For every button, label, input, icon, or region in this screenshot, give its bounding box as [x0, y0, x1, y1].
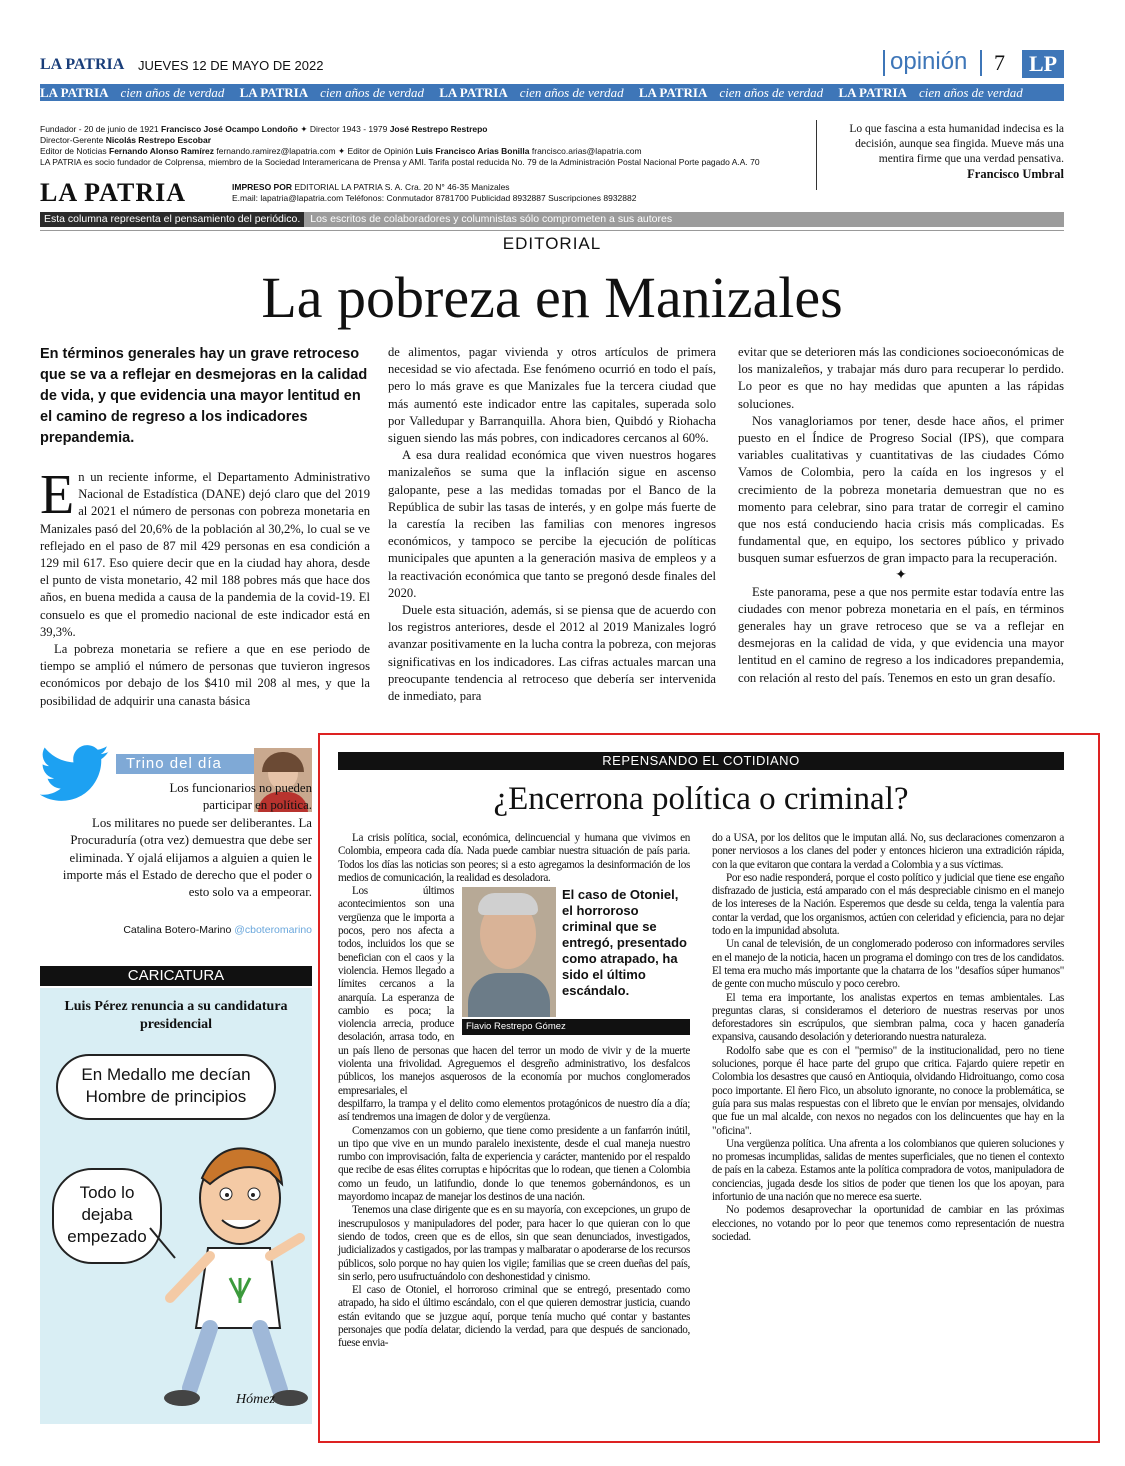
editorial-paragraph: Nos vanagloriamos por tener, desde hace años, el primer puesto en el Índice de Progreso Social (IPS), que compara variables cualitativas y cuantitativas de las ciudades Cómo Vamos de Colombia, pero la caída en los ingresos y el crecimiento de la pobreza monetaria demuestran que no es momento para celebrar, sino para tratar de corregir el camino que nos está conduciendo hacia crisis más complicadas. Es fundamental que, en equipo, los sectores público y privado busquen sumar esfuerzos de gran impacto para la recuperación.	[738, 413, 1064, 566]
trino-text	[40, 780, 312, 902]
editorial-paragraph: La pobreza monetaria se refiere a que en ese periodo de tiempo se amplió el número de personas que tuvieron ingresos económicos por debajo de los $410 mil 208 al mes, y que la posibilidad de adquirir una canasta básica	[40, 642, 370, 708]
banner-brand: LA PATRIA	[439, 85, 508, 100]
banner-tagline: cien años de verdad	[120, 85, 225, 100]
news-editor-label: Editor de Noticias	[40, 146, 107, 156]
editorial-lede: En términos generales hay un grave retroceso que se va a reflejar en desmejoras en la calidad de vida, y que evidencia una mayor lentitud en el camino de regreso a los indicadores prepandemia.	[40, 346, 368, 446]
director-name: José Restrepo Restrepo	[389, 124, 488, 134]
author-photo-box	[462, 887, 690, 1037]
director-label: Director 1943 - 1979	[309, 124, 388, 134]
author-photo	[462, 887, 556, 1017]
column-paragraph: do a USA, por los delitos que le imputan allá. No, sus declaraciones comenzaron a poner nerviosos a los clanes del poder y entonces hicieron una extradición rápida, con la que evitaron que contara la verdad a Colombia y a sus víctimas.	[712, 832, 1064, 871]
cartoon-panel	[40, 988, 312, 1424]
editorial-column-1	[40, 344, 370, 710]
contact-line: E.mail: lapatria@lapatria.com Teléfonos: Conmutador 8781700 Publicidad 8932887 Suscripciones 8932882	[232, 193, 637, 203]
impreso-text: EDITORIAL LA PATRIA S. A. Cra. 20 N° 46-35 Manizales	[294, 182, 510, 192]
impreso-label: IMPRESO POR	[232, 182, 292, 192]
banner-brand: LA PATRIA	[838, 85, 907, 100]
editorial-paragraph: evitar que se deterioren más las condiciones socioeconómicas de los manizaleños, y trabajar más duro para recuperar lo perdido. Lo peor es que no hay medidas que apunten a las rápidas soluciones.	[738, 345, 1064, 411]
trino-text-a: Los funcionarios no pueden participar en política.	[169, 781, 312, 813]
masthead-credits: Fundador - 20 de junio de 1921 Francisco José Ocampo Londoño ✦ Director 1943 - 1979 José Restrepo Restrepo Director-Gerente Nicolás Restrepo Escobar Editor de Noticias Fernando Alonso Ramírez fernando.ramirez@lapatria.com ✦ Editor de Opinión Luis Francisco Arias Bonilla francisco.arias@lapatria.com LA PATRIA es socio fundador de Colprensa, miembro de la Sociedad Interamericana de Prensa y AMI. Tarifa postal reducida No. 79 de la Administración Postal Nacional Porte pagado A.A. 70	[40, 124, 810, 168]
quote-box	[822, 122, 1064, 182]
opinion-editor-name: Luis Francisco Arias Bonilla	[415, 146, 530, 156]
column-paragraph: No podemos desaprovechar la oportunidad de cambiar en las próximas elecciones, no votando por lo peor que tenemos como representación de nuestra sociedad.	[712, 1204, 1064, 1243]
editorial-title: La pobreza en Manizales	[261, 265, 843, 330]
page-number: 7	[994, 50, 1005, 75]
header-date: JUEVES 12 DE MAYO DE 2022	[138, 58, 324, 73]
column-paragraph: El tema era importante, los analistas expertos en temas ambientales. Las preguntas claras, si consideramos el deterioro de nuestras reservas por unos deforestadores sin escrúpulos, que siembran palma, coca y hacen ganadería expansiva, causando desolación y deteriorando nuestra naturaleza.	[712, 991, 1064, 1044]
column-text-1	[338, 832, 690, 1351]
section-divider	[883, 50, 885, 76]
banner-tagline: cien años de verdad	[519, 85, 624, 100]
editorial-column-2	[388, 344, 716, 705]
editorial-paragraph: A esa dura realidad económica que viven nuestros hogares manizaleños se suma que la inflación sigue en ascenso galopante, pese a las medidas tomadas por el Banco de la República de subir las tasas de interés, y en golpe más fuerte de la carestía la reciben las familias con menores ingresos económicos, y tampoco se percibe la ejecución de políticas municipales que apunten a la generación masiva de empleos y a la reactivación económica que tanto se pregonó desde finales del 2020.	[388, 448, 716, 600]
speech-bubble-1: En Medallo me decían Hombre de principios	[56, 1054, 276, 1120]
quote-author: Francisco Umbral	[967, 167, 1064, 181]
section-name[interactable]: opinión	[890, 48, 968, 75]
masthead-logo: LA PATRIA	[40, 178, 186, 207]
founder-name: Francisco José Ocampo Londoño	[161, 124, 298, 134]
column-title: ¿Encerrona política o criminal?	[493, 781, 909, 817]
column-paragraph: La crisis política, social, económica, delincuencial y humana que vivimos en Colombia, empeora cada día. Nada puede cambiar nuestra situación de país paria. Todos los días las noticias son peores; si a esto agregamos la desinformación de los medios de comunicación, la realidad es desoladora.	[338, 832, 690, 884]
speech-bubble-2: Todo lo dejaba empezado	[52, 1168, 162, 1264]
banner-brand: LA PATRIA	[638, 85, 708, 100]
trino-text-b: Los militares no puede ser deliberantes. La Procuraduría (otra vez) demuestra que debe ser eliminada. Y ojalá elijamos a alguien a quien le importe más el Estado de derecho que el poder o esto solo va a empeorar.	[62, 815, 312, 900]
banner-tagline: cien años de verdad	[320, 85, 424, 100]
banner-strip	[40, 84, 1064, 101]
column-paragraph: Rodolfo sabe que es con el "permiso" de la institucionalidad, pero no tiene soluciones, porque él hace parte del grupo que critica. Fajardo quiere repetir en Colombia los desastres que causó en Antioquia, olvidando Hidroituango, como cosa poco importante. El ñero Fico, un absoluto ignorante, no conoce la problemática, se guía para sus malas respuestas con el libreto que le envían por mensajes, olvidando que fue un mal alcalde, con nexos no negados con los delincuentes que hay en la "oficina".	[712, 1044, 1064, 1137]
column-paragraph: Comenzamos con un gobierno, que tiene como presidente a un fanfarrón inútil, un tipo que vive en un mundo paralelo inexistente, desde el cual maneja nuestro rumbo con improvisación, falta de experiencia y carácter, mantenido por el respaldo que recibe de esas élites corruptas e hipócritas que lo rodean, que tienen a Colombia como un feudo, un latifundio, donde lo que tenemos gobernándonos, es un mayordomo incapaz de manejar los destinos de una nación.	[338, 1124, 690, 1204]
disclaimer-black: Esta columna representa el pensamiento del periódico.	[40, 212, 304, 227]
editorial-paragraph: de alimentos, pagar vivienda y otros artículos de primera necesidad se vio afectada. Ese fenómeno ocurrió en todo el país, pero lo más grave es que Manizales fue la tercera ciudad que más aumentó este indicador entre las capitales, superada solo por Valledupar y Barranquilla. Ahora bien, Quibdó y Riohacha siguen siendo las más pobres, con indicadores cercanos al 60%.	[388, 345, 716, 446]
director-gerente-name: Nicolás Restrepo Escobar	[105, 135, 212, 145]
cartoon-figure-icon	[130, 1128, 310, 1418]
banner-tagline: cien años de verdad	[719, 85, 824, 100]
lp-badge[interactable]: LP	[1022, 50, 1064, 78]
trino-credit	[40, 924, 312, 936]
director-gerente-label: Director-Gerente	[40, 135, 104, 145]
quote-divider	[816, 120, 817, 190]
disclaimer-gray: Los escritos de colaboradores y columnistas sólo comprometen a sus autores	[304, 212, 1064, 227]
editorial-paragraph: Duele esta situación, además, si se piensa que de acuerdo con los registros anteriores, desde el 2012 al 2019 Manizales logró avanzar positivamente en la lucha contra la pobreza, con mejoras significativas en los indicadores. Las cifras actuales marcan una preocupante tendencia al retroceso que debería ser intervenida de inmediato, para	[388, 603, 716, 704]
editorial-paragraph: Este panorama, pese a que nos permite estar todavía entre las ciudades con menor pobreza monetaria en el país, en términos generales hay un grave retroceso que se va a reflejar en desmejoras en la calidad de vida, y que evidencia una mayor lentitud en el camino de regreso a los indicadores prepandemia, con relación al resto del país. Tenemos en esto un gran desafío.	[738, 584, 1064, 685]
column-paragraph: despilfarro, la trampa y el delito como elementos protagónicos de nuestro día a día; así tendremos una imagen de dolor y de vergüenza.	[338, 1097, 690, 1124]
column-text-2	[712, 832, 1064, 1244]
banner-brand: LA PATRIA	[239, 85, 309, 100]
dropcap: E	[40, 464, 75, 526]
disclaimer-bar	[40, 212, 1064, 227]
pullquote: El caso de Otoniel, el horroroso criminal que se entregó, presentado como atrapado, ha sido el último escándalo.	[562, 887, 687, 999]
header-logo[interactable]: LA PATRIA	[40, 56, 125, 73]
trino-author: Catalina Botero-Marino	[123, 924, 232, 936]
quote-text: Lo que fascina a esta humanidad indecisa es la decisión, aunque sea fingida. Mueve más una mentira firme que una verdad pensativa.	[849, 123, 1064, 165]
section-divider-2	[980, 50, 982, 76]
trino-handle[interactable]: @cboteromarino	[234, 924, 312, 936]
column-paragraph: Por eso nadie responderá, porque el costo político y judicial que tiene ese engaño disfrazado de justicia, está amparado con el más despreciable cinismo en el manejo de los intereses de la Nación. Esperemos que desde su celda, tenga la valentía para contar la verdad, que los organismos, actúen con celeridad y eficiencia, para no dejar todo en la impunidad absoluta.	[712, 871, 1064, 938]
masthead-print-info	[232, 182, 636, 204]
separator-icon: ✦	[895, 567, 907, 583]
news-editor-name: Fernando Alonso Ramírez	[109, 146, 215, 156]
cartoon-headline: Luis Pérez renuncia a su candidatura presidencial	[64, 999, 288, 1032]
banner-brand: LA PATRIA	[40, 85, 109, 100]
opinion-editor-label: Editor de Opinión	[347, 146, 414, 156]
column-kicker: REPENSANDO EL COTIDIANO	[338, 752, 1064, 770]
column-paragraph: Una vergüenza política. Una afrenta a los colombianos que quieren soluciones y no promesas incumplidas, salidas de mentes superficiales, que no tienen el contexto de país en la cabeza. Estamos ante la política compradora de votos, manipuladora de conciencias, jugada desde los sitios de poder que tienen los que los apoyan, para infortunio de una nación que no merece esa suerte.	[712, 1137, 1064, 1204]
caricatura-label: CARICATURA	[40, 966, 312, 986]
trino-label: Trino del día	[116, 754, 258, 774]
column-paragraph: El caso de Otoniel, el horroroso criminal que se entregó, presentado como atrapado, ha sido el último escándalo, con el que quieren demostrar justicia, cuando están evitando que se juzgue aquí, porque tenía mucho qué contar y bastantes personajes que podía delatar, diciendo la verdad, para que después de sancionado, fuese envia-	[338, 1284, 690, 1350]
column-paragraph: Tenemos una clase dirigente que es en su mayoría, con excepciones, un grupo de inescrupulosos y manipuladores del poder, para hacer lo que quieran con lo que siendo de todos, creen que es de ellos, sin que sean denunciados, investigados, judicializados y castigados, por las trampas y malbaratar o apoderarse de los recursos públicos, solo porque no hay quien los vigile; familias que se creen dueñas del país, sin serlo, pero usufructuándolo con deshonestidad y cinismo.	[338, 1204, 690, 1283]
column-paragraph: Un canal de televisión, de un conglomerado poderoso con informadores serviles en el manejo de la noticia, hacen un programa el domingo con tres de los candidatos. El tema era mucho más importante que la chatarra de los "desafíos súper humanos" de gente con mucho músculo y poco cerebro.	[712, 938, 1064, 991]
cartoon-signature: Hómez	[236, 1392, 275, 1407]
banner-tagline: cien años de verdad	[918, 85, 1023, 100]
opinion-editor-email[interactable]: francisco.arias@lapatria.com	[531, 146, 642, 156]
author-caption: Flavio Restrepo Gómez	[462, 1019, 690, 1035]
masthead-legal: LA PATRIA es socio fundador de Colprensa, miembro de la Sociedad Interamericana de Prensa y AMI. Tarifa postal reducida No. 79 de la Administración Postal Nacional Porte pagado A.A. 70	[40, 157, 760, 167]
editorial-paragraph: n un reciente informe, el Departamento Administrativo Nacional de Estadística (DANE) dejó claro que del 2019 al 2021 el número de personas con pobreza monetaria en Manizales pasó del 20,6% de la población al 30,2%, lo cual se ve reflejado en el paso de 87 mil 429 personas en esa condición a 129 mil 617. Eso quiere decir que en la ciudad hay ahora, desde el punto de vista monetario, 42 mil 188 pobres más que hace dos años, en buena medida a causa de la pandemia de la covid-19. El consuelo es que el promedio nacional de este indicador está en 39,3%.	[40, 470, 370, 639]
founder-label: Fundador - 20 de junio de 1921	[40, 124, 159, 134]
news-editor-email[interactable]: fernando.ramirez@lapatria.com	[216, 146, 336, 156]
editorial-column-3	[738, 344, 1064, 687]
column-paragraph: Los últimos acontecimientos son una vergüenza que le importa a pocos, pero nos afecta a todos, incluidos los que se benefician con el caos y la violencia. Hemos llegado a límites cercanos a la anarquía. La esperanza de cambio es poca; la violencia arrecia, produce desolación, arrasa todo, en un país lleno de personas que hacen del terror un modo de vivir y de la muerte violenta una frivolidad. Agreguemos el desgreño administrativo, los desfalcos públicos, los manejos asquerosos de la economía por muchos conglomerados empresariales, el	[338, 885, 690, 1097]
editorial-kicker: EDITORIAL	[502, 234, 602, 253]
rule	[40, 230, 1064, 231]
